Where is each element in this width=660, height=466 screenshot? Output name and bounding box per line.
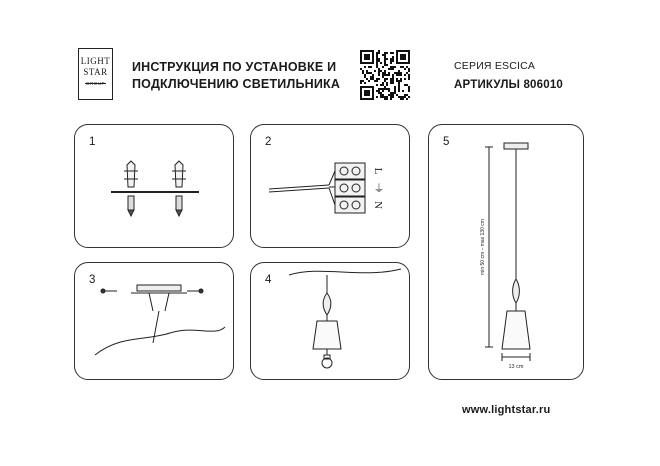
- step-2-panel: [250, 124, 410, 248]
- lamp-shade-icon: [313, 321, 341, 349]
- terminal-block: [335, 163, 365, 213]
- article-label: АРТИКУЛЫ 806010: [454, 79, 564, 91]
- brand-logo-line2: STAR: [83, 67, 108, 77]
- step-5-number: 5: [443, 136, 450, 148]
- brand-logo: [78, 48, 113, 100]
- terminal-label-live: L: [372, 167, 384, 175]
- step-2-number: 2: [265, 136, 272, 148]
- document-title-line2: ПОДКЛЮЧЕНИЮ СВЕТИЛЬНИКА: [132, 77, 341, 91]
- terminal-label-earth: ⏚: [373, 183, 385, 195]
- light-bulb-icon: [322, 355, 332, 368]
- qr-code: [360, 50, 410, 100]
- canopy: [504, 143, 528, 149]
- screw-icon-left: [101, 289, 117, 293]
- document-title-line1: ИНСТРУКЦИЯ ПО УСТАНОВКЕ И: [132, 60, 337, 74]
- brand-logo-line1: LIGHT: [80, 56, 111, 66]
- brand-logo-rule: [85, 83, 106, 84]
- screw-icon-right: [187, 289, 203, 293]
- step-1-number: 1: [89, 136, 96, 148]
- canopy-mounting-illustration: [75, 263, 234, 380]
- dimensions-illustration: [429, 125, 584, 380]
- step-4-panel: [250, 262, 410, 380]
- series-label: СЕРИЯ ESCICA: [454, 60, 536, 72]
- step-1-panel: [74, 124, 234, 248]
- step-3-number: 3: [89, 274, 96, 286]
- step-3-panel: [74, 262, 234, 380]
- anchor-drilling-illustration: [75, 125, 234, 248]
- wall-anchor-left: [124, 161, 138, 216]
- terminal-label-neutral: N: [372, 201, 384, 209]
- height-dimension-label: min 50 cm – max 130 cm: [480, 219, 486, 275]
- website-url: www.lightstar.ru: [462, 404, 551, 416]
- lamp-shade-icon: [502, 311, 530, 349]
- width-dimension-label: 13 cm: [508, 364, 524, 370]
- lamp-assembly-illustration: [251, 263, 410, 380]
- wall-anchor-right: [172, 161, 186, 216]
- step-5-panel: [428, 124, 584, 380]
- step-4-number: 4: [265, 274, 272, 286]
- wiring-terminal-illustration: [251, 125, 410, 248]
- brand-logo-line3: GROUP: [85, 81, 105, 86]
- document-title: [132, 59, 340, 93]
